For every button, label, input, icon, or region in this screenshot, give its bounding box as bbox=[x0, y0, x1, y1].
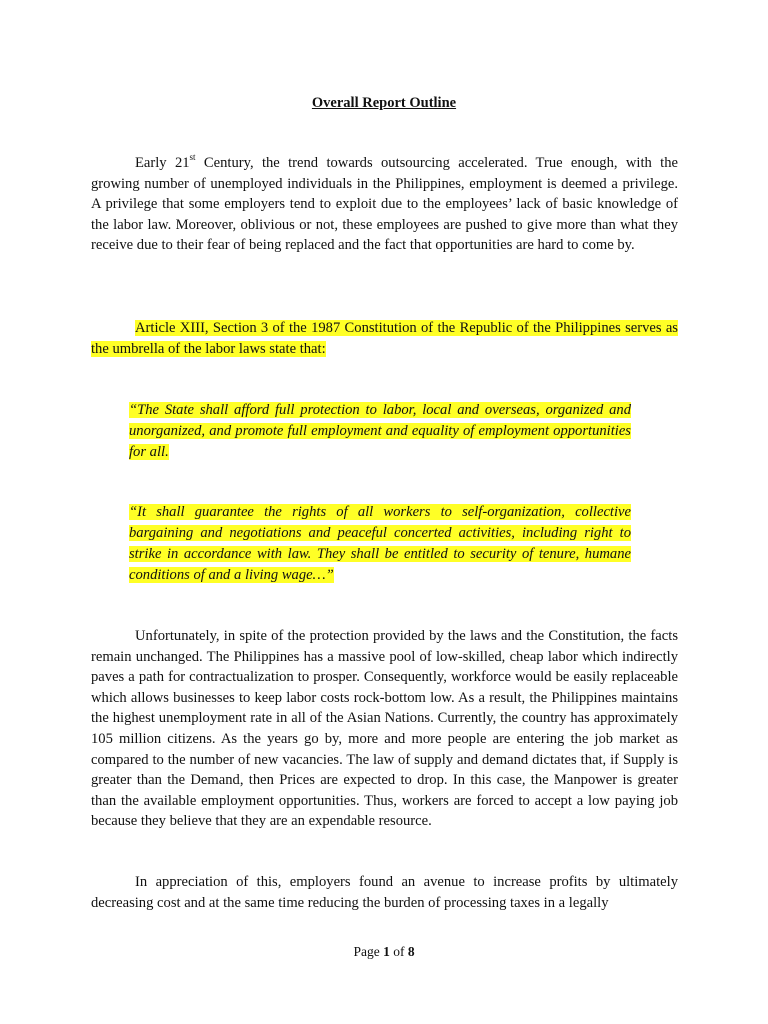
page-word: Page bbox=[353, 944, 384, 959]
constitution-quote-1 bbox=[129, 400, 631, 463]
document-title: Overall Report Outline bbox=[311, 95, 457, 111]
ordinal-suffix: st bbox=[189, 152, 196, 163]
page-footer bbox=[0, 943, 768, 961]
paragraph-intro-rest: Century, the trend towards outsourcing accelerated. True enough, with the growing number of unemployed individuals in the Philippines, employment is deemed a privilege. A privilege that some employers tend to exploit due to the employees’ lack of basic knowledge of the labor law. Moreover, oblivious or not, these employees are pushed to give more than what they receive due to their fear of being replaced and the fact that opportunities are hard to come by. bbox=[91, 155, 678, 254]
highlighted-article-text: Article XIII, Section 3 of the 1987 Constitution of the Republic of the Philippines serves as the umbrella of the labor laws state that: bbox=[91, 320, 678, 357]
paragraph-intro bbox=[91, 153, 678, 256]
paragraph-intro-start: Early 21 bbox=[135, 155, 190, 171]
highlighted-quote-2: “It shall guarantee the rights of all workers to self-organization, collective bargaining and negotiations and peaceful concerted activities, including right to strike in accordance with law. They shall be entitled to security of tenure, humane conditions of and a living wage…” bbox=[129, 504, 631, 583]
constitution-quote-2 bbox=[129, 502, 631, 586]
paragraph-appreciation: In appreciation of this, employers found an avenue to increase profits by ultimately decreasing cost and at the same time reducing the burden of processing taxes in a legally bbox=[91, 874, 678, 911]
paragraph-unfortunately: Unfortunately, in spite of the protection provided by the laws and the Constitution, the facts remain unchanged. The Philippines has a massive pool of low-skilled, cheap labor which indirectly paves a path for contractualization to prosper. Consequently, workforce would be easily replaceable which allows businesses to keep labor costs rock-bottom low. As a result, the Philippines maintains the highest unemployment rate in all of the Asian Nations. Currently, the country has approximately 105 million citizens. As the years go by, more and more people are entering the job market as compared to the number of new vacancies. The law of supply and demand dictates that, if Supply is greater than the Demand, then Prices are expected to drop. In this case, the Manpower is greater than the available employment opportunities. Thus, workers are forced to accept a low paying job because they believe that they are an expendable resource. bbox=[91, 628, 678, 830]
paragraph-article bbox=[91, 318, 678, 359]
highlighted-quote-1: “The State shall afford full protection to labor, local and overseas, organized and unorganized, and promote full employment and equality of employment opportunities for all. bbox=[129, 402, 631, 460]
total-pages-number: 8 bbox=[407, 944, 415, 959]
current-page-number: 1 bbox=[383, 944, 390, 959]
of-word: of bbox=[389, 944, 408, 959]
